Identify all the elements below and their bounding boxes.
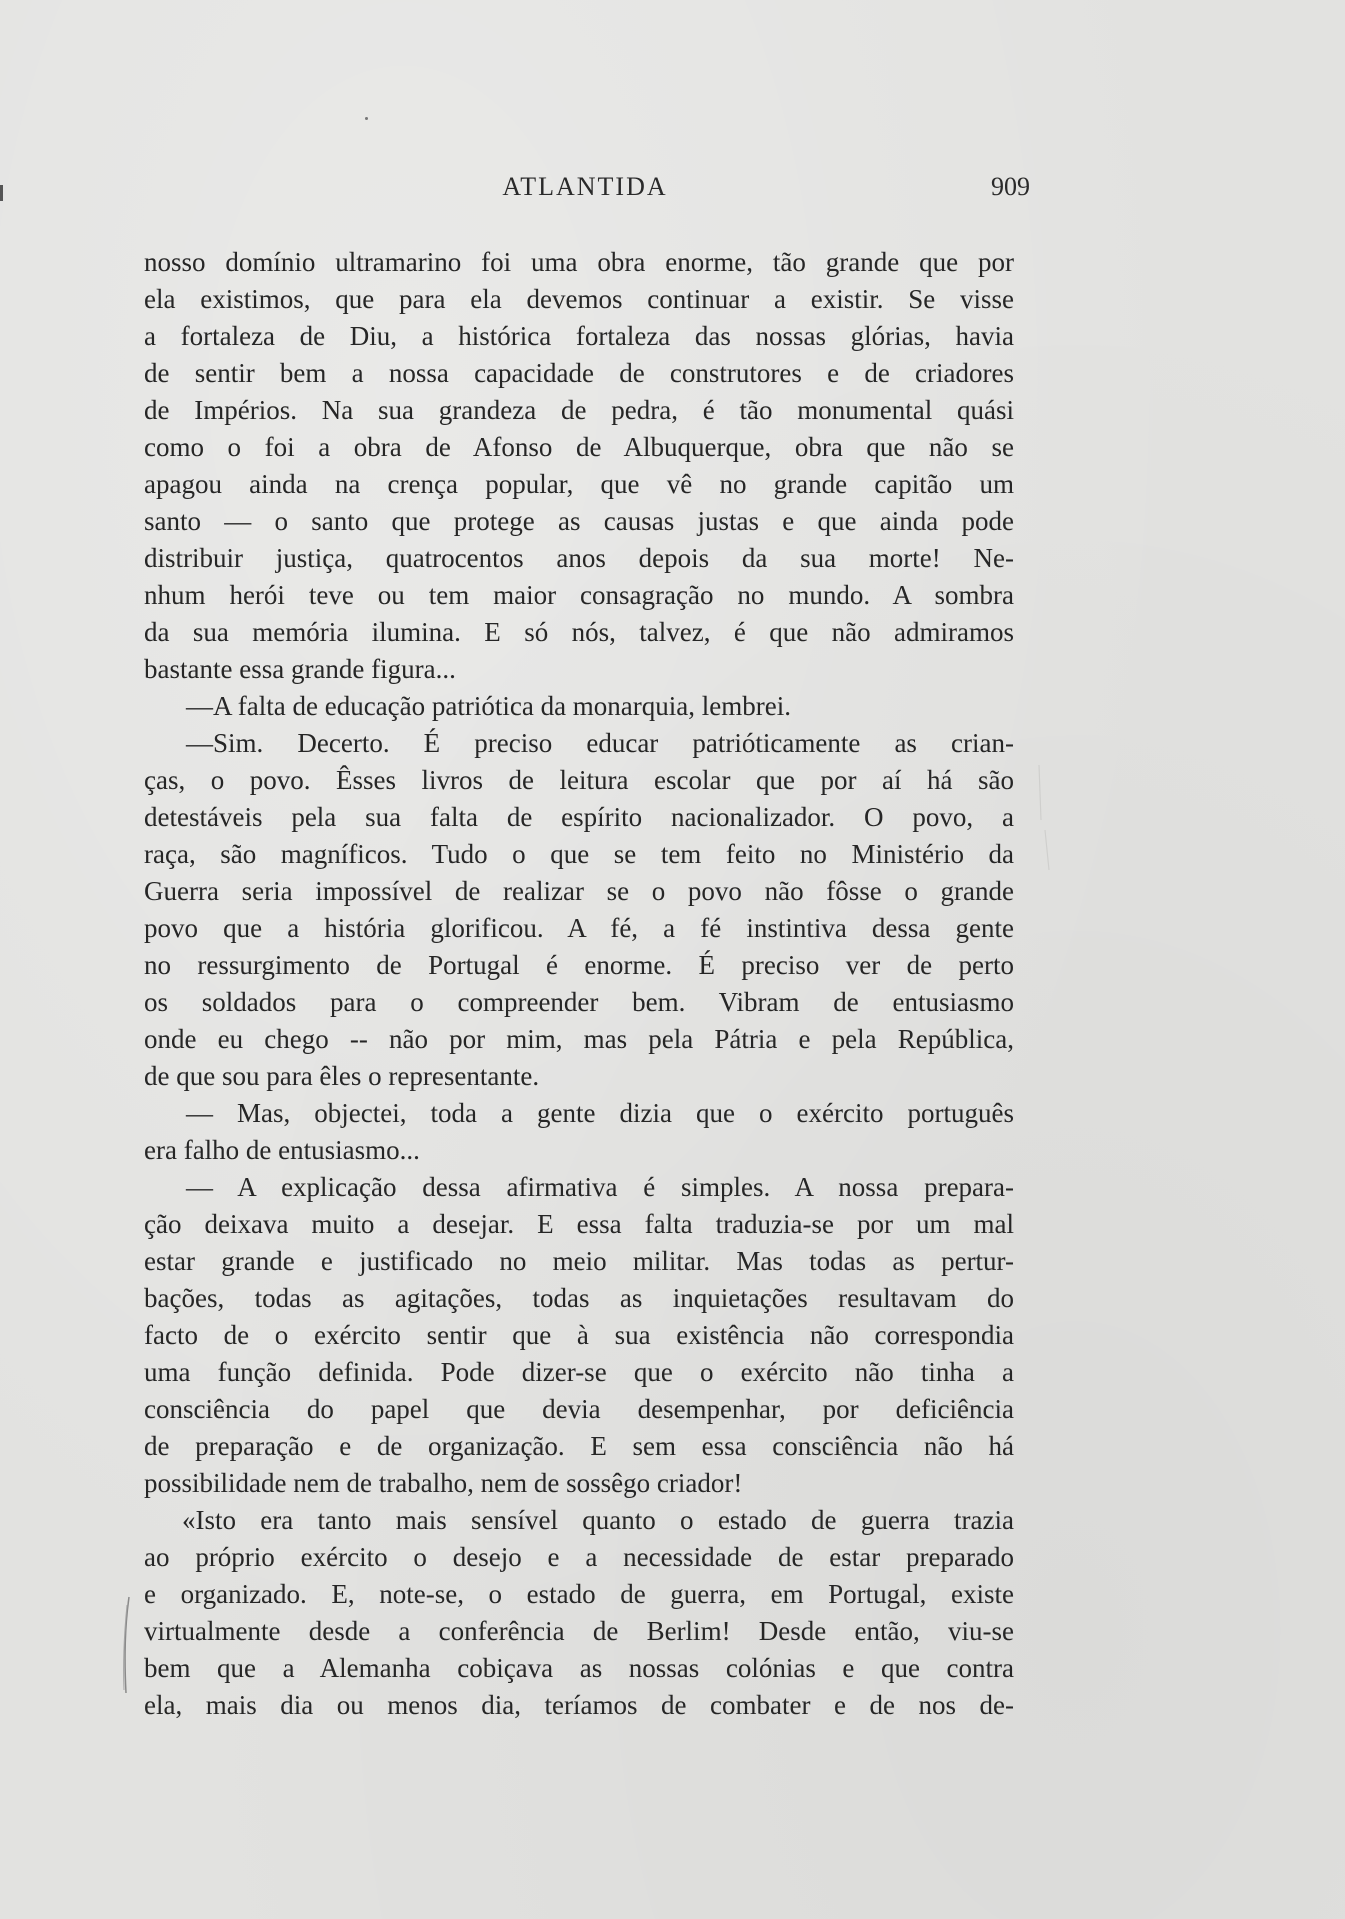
text-line: —Sim. Decerto. É preciso educar patrióticamente as crian- (186, 728, 1014, 758)
page-edge-mark (0, 185, 3, 201)
text-line: apagou ainda na crença popular, que vê no grande capitão um (144, 469, 1014, 499)
text-line: ças, o povo. Êsses livros de leitura escolar que por aí há são (144, 765, 1014, 795)
text-line: no ressurgimento de Portugal é enorme. É preciso ver de perto (144, 950, 1014, 980)
text-line: consciência do papel que devia desempenhar, por deficiência (144, 1394, 1014, 1424)
text-line: raça, são magníficos. Tudo o que se tem feito no Ministério da (144, 839, 1014, 869)
text-line: era falho de entusiasmo... (144, 1135, 420, 1165)
margin-pencil-mark (121, 1595, 131, 1695)
text-line: Guerra seria impossível de realizar se o povo não fôsse o grande (144, 876, 1014, 906)
text-line: e organizado. E, note-se, o estado de guerra, em Portugal, existe (144, 1579, 1014, 1609)
text-line: ção deixava muito a desejar. E essa falta traduzia-se por um mal (144, 1209, 1014, 1239)
text-line: onde eu chego -- não por mim, mas pela Pátria e pela República, (144, 1024, 1014, 1054)
text-line: estar grande e justificado no meio militar. Mas todas as pertur- (144, 1246, 1014, 1276)
text-line: — A explicação dessa afirmativa é simples. A nossa prepara- (186, 1172, 1014, 1202)
text-line: ela existimos, que para ela devemos continuar a existir. Se visse (144, 284, 1014, 314)
text-line: detestáveis pela sua falta de espírito nacionalizador. O povo, a (144, 802, 1014, 832)
text-line: ao próprio exército o desejo e a necessidade de estar preparado (144, 1542, 1014, 1572)
running-title: ATLANTIDA (502, 172, 668, 201)
text-line: nosso domínio ultramarino foi uma obra enorme, tão grande que por (144, 247, 1014, 277)
page-header (140, 172, 1030, 212)
text-line: da sua memória ilumina. E só nós, talvez, é que não admiramos (144, 617, 1014, 647)
text-line: distribuir justiça, quatrocentos anos depois da sua morte! Ne- (144, 543, 1014, 573)
text-line: a fortaleza de Diu, a histórica fortaleza das nossas glórias, havia (144, 321, 1014, 351)
scan-speck (365, 117, 368, 120)
text-line: possibilidade nem de trabalho, nem de sossêgo criador! (144, 1468, 743, 1498)
text-line: povo que a história glorificou. A fé, a fé instintiva dessa gente (144, 913, 1014, 943)
text-line: nhum herói teve ou tem maior consagração no mundo. A sombra (144, 580, 1014, 610)
text-line: virtualmente desde a conferência de Berlim! Desde então, viu-se (144, 1616, 1014, 1646)
text-line: bações, todas as agitações, todas as inquietações resultavam do (144, 1283, 1014, 1313)
text-line: — Mas, objectei, toda a gente dizia que o exército português (186, 1098, 1014, 1128)
body-text (144, 244, 1014, 1724)
text-line: santo — o santo que protege as causas justas e que ainda pode (144, 506, 1014, 536)
text-line: —A falta de educação patriótica da monarquia, lembrei. (186, 691, 791, 721)
text-line: bem que a Alemanha cobiçava as nossas colónias e que contra (144, 1653, 1014, 1683)
text-line: de sentir bem a nossa capacidade de construtores e de criadores (144, 358, 1014, 388)
text-line: facto de o exército sentir que à sua existência não correspondia (144, 1320, 1014, 1350)
page-number: 909 (991, 172, 1030, 201)
text-line: «Isto era tanto mais sensível quanto o estado de guerra trazia (182, 1505, 1014, 1535)
text-line: como o foi a obra de Afonso de Albuquerque, obra que não se (144, 432, 1014, 462)
text-line: os soldados para o compreender bem. Vibram de entusiasmo (144, 987, 1014, 1017)
text-line: uma função definida. Pode dizer-se que o exército não tinha a (144, 1357, 1014, 1387)
text-line: de que sou para êles o representante. (144, 1061, 540, 1091)
text-line: ela, mais dia ou menos dia, teríamos de combater e de nos de- (144, 1690, 1014, 1720)
bleed-through-mark (1035, 760, 1059, 880)
text-line: de Impérios. Na sua grandeza de pedra, é tão monumental quási (144, 395, 1014, 425)
text-line: de preparação e de organização. E sem essa consciência não há (144, 1431, 1014, 1461)
text-line: bastante essa grande figura... (144, 654, 456, 684)
